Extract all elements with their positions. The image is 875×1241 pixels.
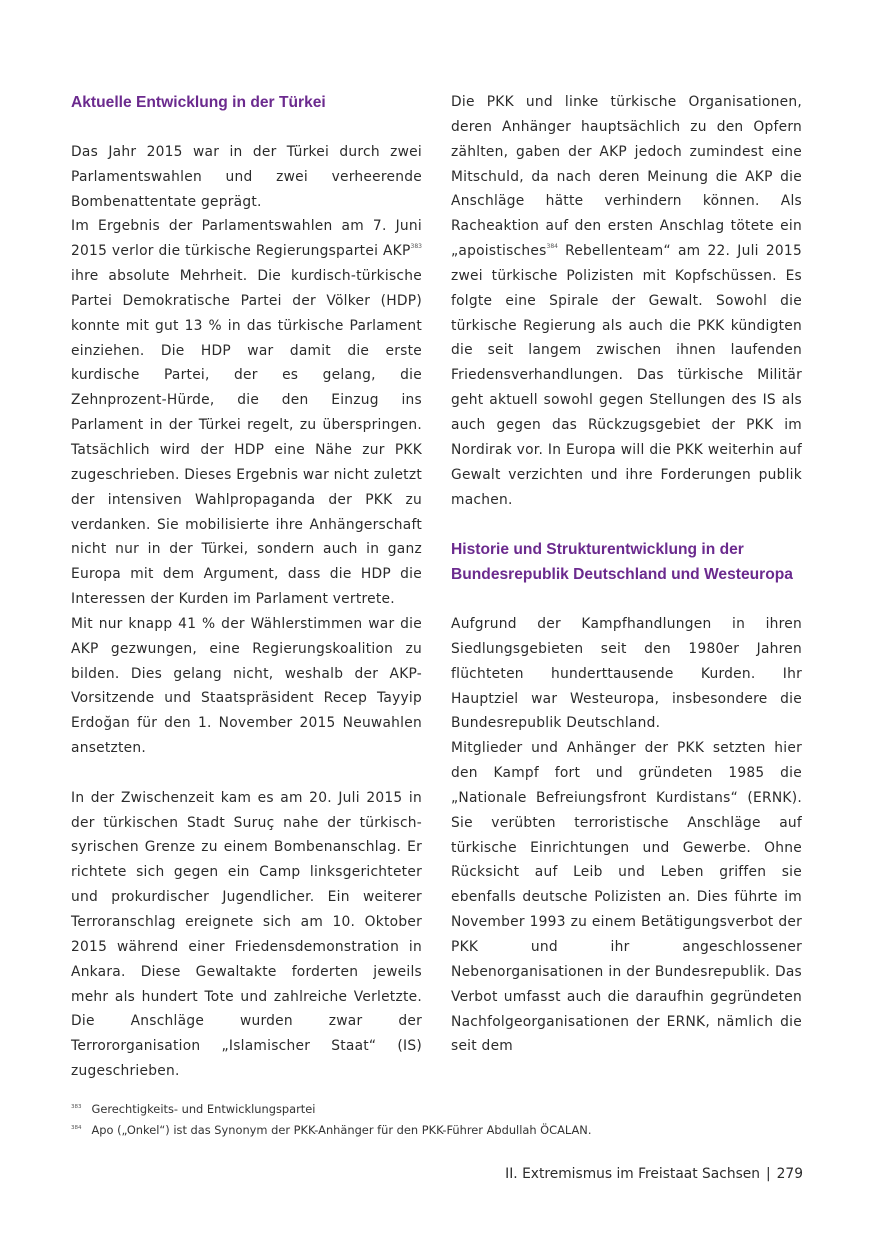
left-column — [71, 90, 422, 1084]
footnote — [71, 1119, 811, 1140]
footnote-text: Gerechtigkeits- und Entwicklungspartei — [91, 1102, 316, 1116]
paragraph — [451, 90, 802, 512]
paragraph — [71, 214, 422, 612]
paragraph-text: Die PKK und linke türkische Organisationen, deren Anhänger hauptsächlich zu den Opfern zählten, gaben der AKP jedoch zumindest eine Mitschuld, da nach deren Meinung die AKP die Anschläge hätte verhindern können. Als Racheaktion auf den ersten Anschlag tötete ein „apoistisches — [451, 94, 802, 260]
footnote-number: 383 — [71, 1104, 82, 1110]
paragraph-text: Rebellenteam“ am 22. Juli 2015 zwei türkische Polizisten mit Kopfschüssen. Es folgte eine Spirale der Gewalt. Sowohl die türkische Regierung als auch die PKK kündigten die seit langem zwischen ihnen laufenden Friedensverhandlungen. Das türkische Militär geht aktuell sowohl gegen Stellungen des IS als auch gegen das Rückzugsgebiet der PKK im Nordirak vor. In Europa will die PKK weiterhin auf Gewalt verzichten und ihre Forderungen publik machen. — [451, 243, 802, 508]
footnotes — [71, 1098, 811, 1140]
footer-separator: | — [766, 1166, 771, 1182]
paragraph: Mit nur knapp 41 % der Wählerstimmen war die AKP gezwungen, eine Regierungskoalition zu bilden. Dies gelang nicht, weshalb der AKP-Vorsitzende und Staatspräsident Recep Tayyip Erdoğan für den 1. November 2015 Neuwahlen ansetzten. — [71, 615, 422, 757]
footnote-text: Apo („Onkel“) ist das Synonym der PKK-Anhänger für den PKK-Führer Abdullah ÖCALAN. — [91, 1123, 592, 1137]
footnote-ref: 384 — [546, 243, 558, 251]
page-footer — [505, 1166, 803, 1182]
page-number: 279 — [776, 1166, 803, 1182]
paragraph: Aufgrund der Kampfhandlungen in ihren Siedlungsgebieten seit den 1980er Jahren flüchteten hunderttausende Kurden. Ihr Hauptziel war Westeuropa, insbesondere die Bundesrepublik Deutschland. — [451, 616, 802, 732]
footnote-ref: 383 — [410, 243, 422, 251]
paragraph: Das Jahr 2015 war in der Türkei durch zwei Parlamentswahlen und zwei verheerende Bombenattentate geprägt. — [71, 143, 422, 210]
paragraph: In der Zwischenzeit kam es am 20. Juli 2015 in der türkischen Stadt Suruç nahe der türkisch-syrischen Grenze zu einem Bombenanschlag. Er richtete sich gegen ein Camp linksgerichteter und prokurdischer Jugendlicher. Ein weiterer Terroranschlag ereignete sich am 10. Oktober 2015 während einer Friedensdemonstration in Ankara. Diese Gewaltakte forderten jeweils mehr als hundert Tote und zahlreiche Verletzte. Die Anschläge wurden zwar der Terrororganisation „Islamischer Staat“ (IS) zugeschrieben. — [71, 789, 422, 1080]
footnote-number: 384 — [71, 1125, 82, 1131]
paragraph-text: ihre absolute Mehrheit. Die kurdisch-türkische Partei Demokratische Partei der Völker (HDP) konnte mit gut 13 % in das türkische Parlament einziehen. Die HDP war damit die erste kurdische Partei, der es gelang, die Zehnprozent-Hürde, die den Einzug ins Parlament in der Türkei regelt, zu überspringen. Tatsächlich wird der HDP eine Nähe zur PKK zugeschrieben. Dieses Ergebnis war nicht zuletzt der intensiven Wahlpropaganda der PKK zu verdanken. Sie mobilisierte ihre Anhängerschaft nicht nur in der Türkei, sondern auch in ganz Europa mit dem Argument, dass die HDP die Interessen der Kurden im Parlament vertrete. — [71, 268, 422, 608]
right-column — [451, 90, 802, 1059]
footnote — [71, 1098, 811, 1119]
section-heading: Historie und Strukturentwicklung in der Bundesrepublik Deutschland und Westeuropa — [451, 541, 793, 584]
paragraph: Mitglieder und Anhänger der PKK setzten hier den Kampf fort und gründeten 1985 die „Nationale Befreiungsfront Kurdistans“ (ERNK). Sie verübten terroristische Anschläge auf türkische Einrichtungen und Gewerbe. Ohne Rücksicht auf Leib und Leben griffen sie ebenfalls deutsche Polizisten an. Dies führte im November 1993 zu einem Betätigungsverbot der PKK und ihr angeschlossener Nebenorganisationen in der Bundesrepublik. Das Verbot umfasst auch die daraufhin gegründeten Nachfolgeorganisationen der ERNK, nämlich die seit dem — [451, 740, 802, 1055]
section-heading: Aktuelle Entwicklung in der Türkei — [71, 94, 326, 111]
paragraph-text: Im Ergebnis der Parlamentswahlen am 7. Juni 2015 verlor die türkische Regierungspartei AKP — [71, 218, 422, 260]
footer-section-title: II. Extremismus im Freistaat Sachsen — [505, 1166, 760, 1182]
